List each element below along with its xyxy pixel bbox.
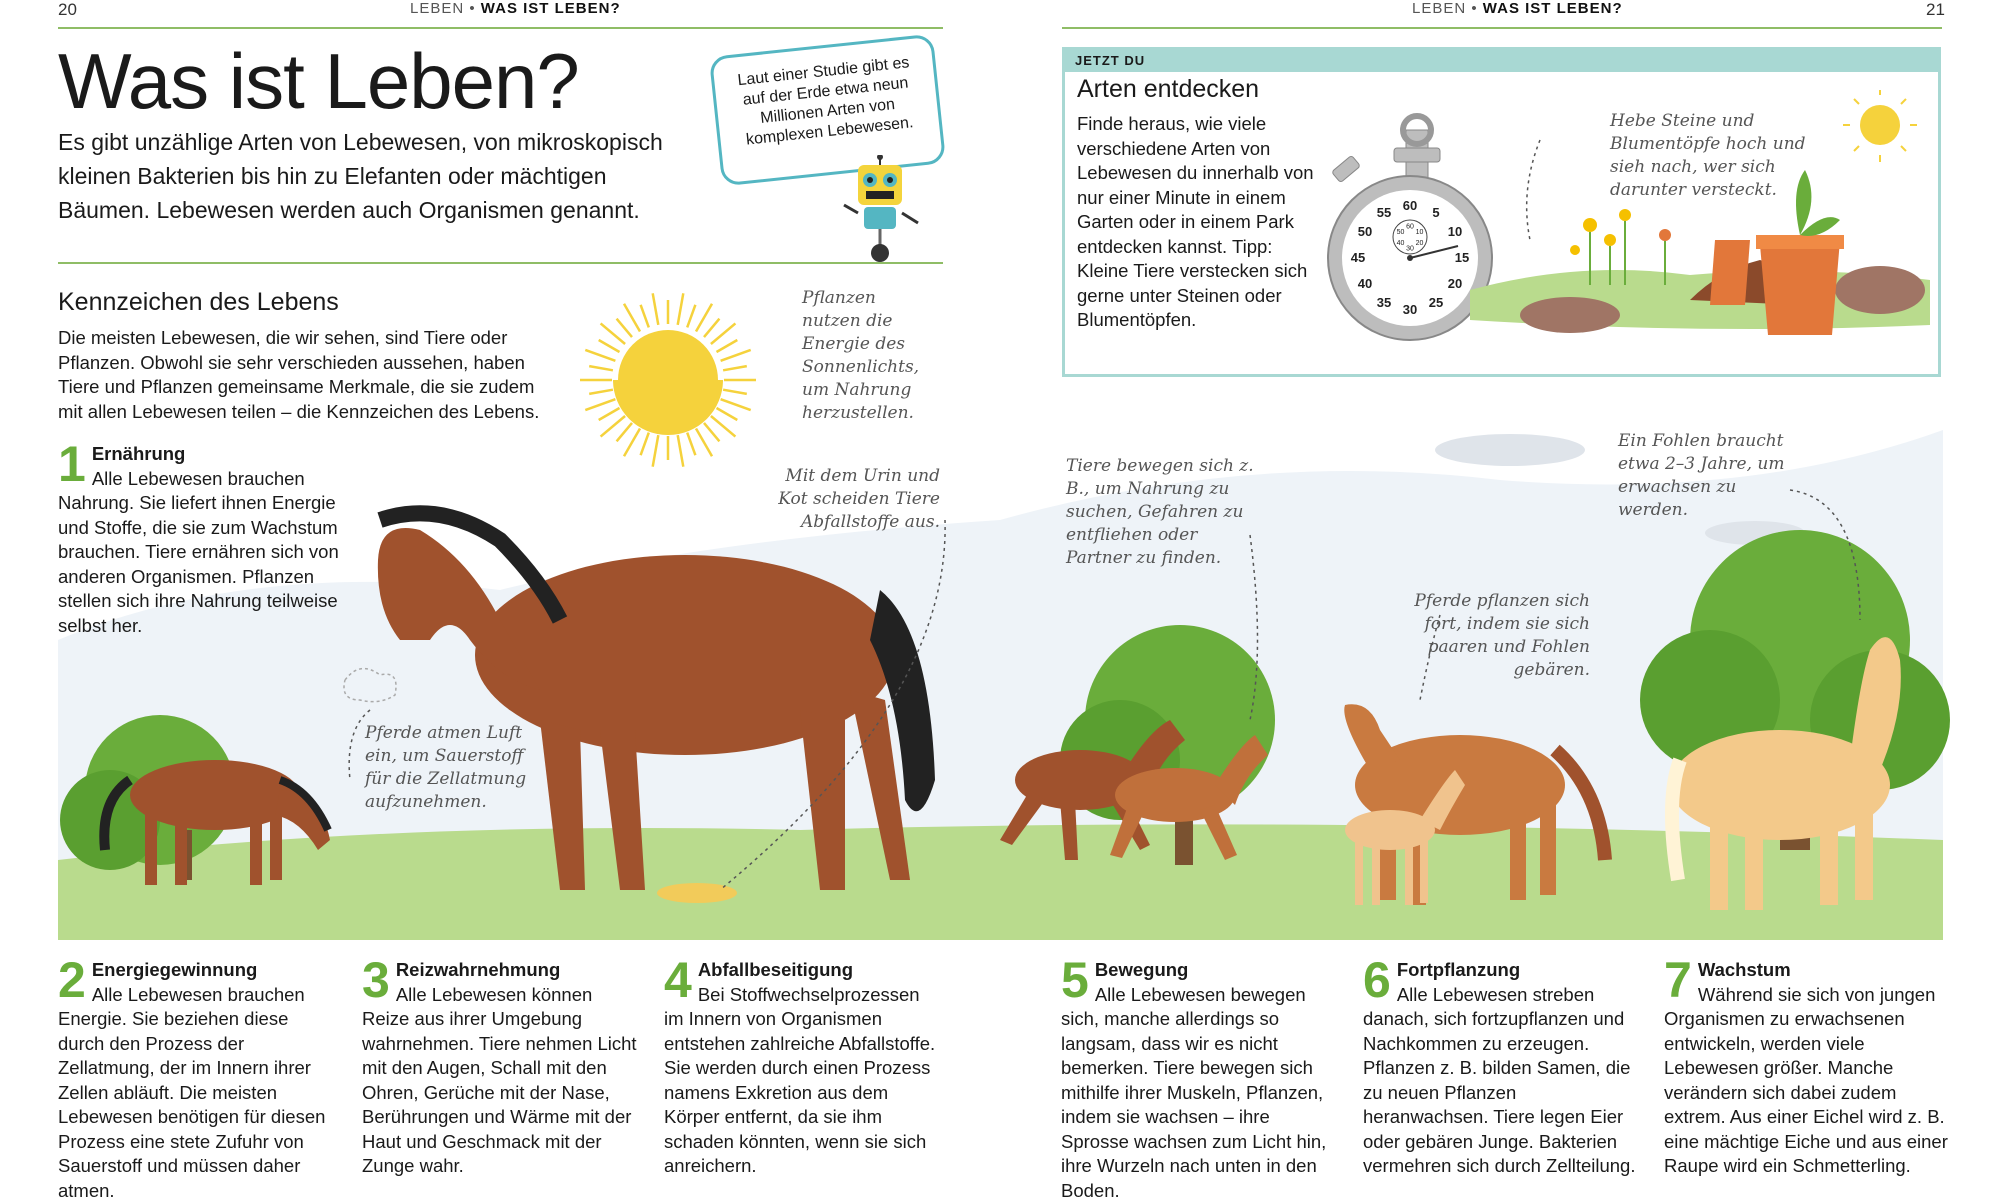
running-head-left: LEBEN • WAS IST LEBEN? — [410, 0, 621, 17]
top-rule-right — [1062, 27, 1942, 29]
feature-text: Während sie sich von jungen Organismen zu erwachsenen entwickeln, werden viele Lebewesen größer. Manche verändern sich dabei zudem extrem. Aus einer Eichel wird z. B. eine mächtige Eiche und aus einer Raupe wird ein Schmetterling. — [1664, 983, 1948, 1176]
stopwatch-number: 60 — [1402, 198, 1418, 213]
top-rule-left — [58, 27, 943, 29]
note-sun: Pflanzen nutzen die Energie des Sonnenlichts, um Nahrung herzustellen. — [802, 288, 920, 423]
stopwatch-number: 15 — [1454, 250, 1470, 265]
note-breath: Pferde atmen Luft ein, um Sauerstoff für die Zellatmung aufzunehmen. — [365, 723, 527, 812]
feature-title: Energiegewinnung — [91, 959, 258, 980]
feature-number: 7 — [1664, 952, 1692, 1008]
page-number-right: 21 — [1926, 0, 1945, 19]
feature-text: Alle Lebewesen brauchen Nahrung. Sie liefert ihnen Energie und Stoffe, die sie zum Wachstum brauchen. Tiere ernähren sich von anderen Organismen. Pflanzen stellen sich ihre Nahrung teilweise selbst her. — [58, 467, 339, 636]
sun-rays-icon — [578, 290, 758, 470]
feature-title: Reizwahrnehmung — [395, 959, 561, 980]
fact-bubble-text: Laut einer Studie gibt es auf der Erde etwa neun Millionen Arten von komplexen Lebewesen. — [736, 54, 915, 149]
feature-text: Alle Lebewesen bewegen sich, manche allerdings so langsam, dass wir es nicht bemerken. Tiere bewegen sich mithilfe ihrer Muskeln, Pflanzen, indem sie wachsen – ihre Sprosse wachsen zum Licht hin, ihre Wurzeln nach unten in den Boden. — [1061, 983, 1327, 1201]
activity-label: JETZT DU — [1065, 50, 1938, 72]
page-number-left: 20 — [58, 0, 77, 19]
stopwatch-number: 35 — [1376, 295, 1392, 310]
note-foal: Ein Fohlen braucht etwa 2–3 Jahre, um erwachsen zu werden. — [1618, 431, 1785, 520]
section-text: Die meisten Lebewesen, die wir sehen, sind Tiere oder Pflanzen. Obwohl sie sehr verschieden aussehen, haben Tiere und Pflanzen gemeinsame Merkmale, die sie zudem mit allen Lebewesen teilen – die Kennzeichen des Lebens. — [58, 327, 540, 422]
chapter-label-right: WAS IST LEBEN? — [1482, 0, 1623, 17]
feature-1 — [58, 436, 343, 638]
feature-text: Alle Lebewesen können Reize aus ihrer Umgebung wahrnehmen. Tiere nehmen Licht mit den Augen, Schall mit den Ohren, Gerüche mit der Nase, Berührungen und Wärme mit der Haut und Geschmack mit der Zunge wahr. — [362, 983, 637, 1176]
note-urine: Mit dem Urin und Kot scheiden Tiere Abfallstoffe aus. — [778, 466, 940, 532]
section-heading: Kennzeichen des Lebens — [58, 288, 339, 316]
feature-7 — [1664, 952, 1949, 1179]
stopwatch-number: 5 — [1432, 205, 1440, 220]
stopwatch-subdial-number: 50 — [1396, 229, 1405, 236]
feature-4 — [664, 952, 944, 1179]
feature-number: 5 — [1061, 952, 1089, 1008]
stopwatch-number: 10 — [1447, 224, 1463, 239]
note-move: Tiere bewegen sich z. B., um Nahrung zu suchen, Gefahren zu entfliehen oder Partner zu finden. — [1066, 456, 1254, 568]
chapter-label: WAS IST LEBEN? — [480, 0, 621, 17]
feature-text: Alle Lebewesen streben danach, sich fortzupflanzen und Nachkommen zu erzeugen. Pflanzen z. B. bilden Samen, die zu neuen Pflanzen heranwachsen. Tiere legen Eier oder gebären Junge. Bakterien vermehren sich durch Zellteilung. — [1363, 983, 1636, 1176]
stopwatch-subdial-number: 30 — [1406, 245, 1414, 253]
stopwatch-subdial-number: 60 — [1406, 223, 1414, 231]
robot-mascot-icon — [820, 155, 940, 265]
feature-number: 2 — [58, 952, 86, 1008]
note-stones: Hebe Steine und Blumentöpfe hoch und sieh nach, wer sich darunter versteckt. — [1610, 111, 1806, 200]
feature-number: 1 — [58, 436, 86, 492]
intro-text: Es gibt unzählige Arten von Lebewesen, von mikroskopisch kleinen Bakterien bis hin zu Elefanten oder mächtigen Bäumen. Lebewesen werden auch Organismen genannt. — [58, 129, 663, 223]
feature-title: Wachstum — [1697, 959, 1791, 980]
feature-text: Alle Lebewesen brauchen Energie. Sie beziehen diese durch den Prozess der Zellatmung, der im Innern ihrer Zellen abläuft. Die meisten Lebewesen benötigen für diesen Prozess eine stete Zufuhr von Sauerstoff und müssen daher atmen. — [58, 983, 326, 1201]
stopwatch-number: 40 — [1357, 276, 1373, 291]
note-repro: Pferde pflanzen sich fort, indem sie sich paaren und Fohlen gebären. — [1414, 591, 1590, 680]
feature-3 — [362, 952, 642, 1179]
running-head-right: LEBEN • WAS IST LEBEN? — [1412, 0, 1623, 17]
feature-6 — [1363, 952, 1643, 1179]
stopwatch-number: 55 — [1376, 205, 1392, 220]
section-rule — [58, 262, 943, 264]
stopwatch-number: 20 — [1447, 276, 1463, 291]
feature-title: Abfallbeseitigung — [697, 959, 854, 980]
feature-title: Fortpflanzung — [1396, 959, 1521, 980]
stopwatch-subdial-number: 40 — [1396, 240, 1405, 247]
section-label: LEBEN — [410, 0, 465, 17]
page-title: Was ist Leben? — [58, 37, 579, 125]
feature-2 — [58, 952, 338, 1203]
feature-title: Ernährung — [91, 443, 186, 464]
activity-text: Finde heraus, wie viele verschiedene Arten von Lebewesen du innerhalb von nur einer Minute in einem Garten oder in einem Park entdecken kannst. Tipp: Kleine Tiere verstecken sich gerne unter Steinen oder Blumentöpfen. — [1077, 113, 1314, 330]
stopwatch-number: 25 — [1428, 295, 1444, 310]
activity-title: Arten entdecken — [1077, 75, 1260, 103]
feature-number: 3 — [362, 952, 390, 1008]
stopwatch-number: 45 — [1350, 250, 1366, 265]
feature-number: 4 — [664, 952, 692, 1008]
feature-5 — [1061, 952, 1341, 1203]
section-label-right: LEBEN — [1412, 0, 1467, 17]
feature-text: Bei Stoffwechselprozessen im Innern von Organismen entstehen zahlreiche Abfallstoffe. Sie werden durch einen Prozess namens Exkretion aus dem Körper entfernt, da sie ihm schaden könnten, wenn sie sich anreichern. — [664, 983, 936, 1176]
feature-number: 6 — [1363, 952, 1391, 1008]
stopwatch-subdial-number: 20 — [1415, 240, 1424, 247]
stopwatch-number: 30 — [1402, 302, 1418, 317]
feature-title: Bewegung — [1094, 959, 1189, 980]
stopwatch-number: 50 — [1357, 224, 1373, 239]
stopwatch-subdial-number: 10 — [1415, 229, 1424, 236]
